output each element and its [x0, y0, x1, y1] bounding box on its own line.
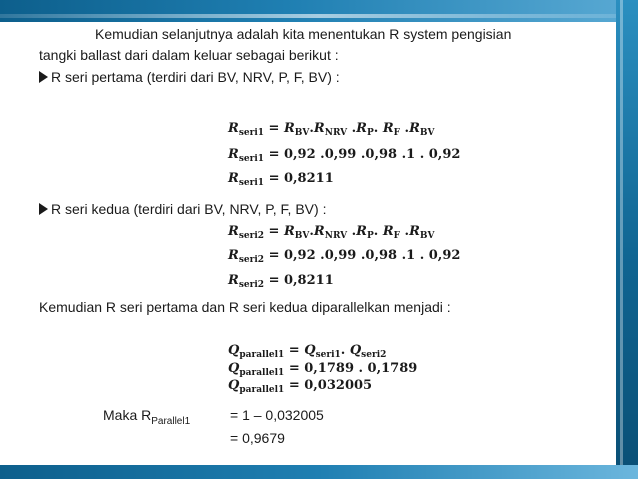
arrow-bullet-icon: [39, 203, 48, 215]
q-equation-2: $Q_{parallel1} = 0,1789$ . 0,1789: [228, 361, 418, 378]
seri1-heading-text: R seri pertama (terdiri dari BV, NRV, P, F, BV) :: [51, 69, 340, 85]
q-eq3-value: = 0,032005: [288, 378, 373, 393]
seri1-eq3-value: = 0,8211: [268, 171, 334, 186]
arrow-bullet-icon: [39, 71, 48, 83]
seri1-heading: [39, 68, 340, 86]
seri2-heading: [39, 200, 326, 218]
parallel-intro: Kemudian R seri pertama dan R seri kedua diparallelkan menjadi :: [39, 299, 451, 315]
maka-label-sub: Parallel1: [151, 416, 191, 427]
seri2-eq3-value: = 0,8211: [268, 273, 334, 288]
intro-line-2: tangki ballast dari dalam keluar sebagai berikut :: [39, 47, 339, 63]
q-equation-3: $Q_{parallel1} = 0,032005$: [228, 378, 373, 395]
seri1-eq2-value: = 0,92 .0,99 .0,98 .1 . 0,92: [268, 147, 461, 162]
maka-label: [103, 406, 190, 431]
seri1-equation-1: $R_{seri1} = R_{BV}.R_{NRV}$ $.R_P$. $R_F$ $.R_{BV}$: [228, 121, 435, 138]
seri2-heading-text: R seri kedua (terdiri dari BV, NRV, P, F, BV) :: [51, 201, 327, 217]
frame-right-band: [616, 0, 638, 479]
seri1-equation-2: $R_{seri1} = 0,92$ .0,99 .0,98 .1 . 0,92: [228, 147, 461, 164]
maka-value-1: = 1 – 0,032005: [230, 407, 324, 423]
seri2-equation-1: $R_{seri2} = R_{BV}.R_{NRV}$ $.R_P$. $R_F$ $.R_{BV}$: [228, 224, 435, 241]
intro-line-1: Kemudian selanjutnya adalah kita menentukan R system pengisian: [95, 26, 512, 42]
maka-label-text: Maka R: [103, 407, 152, 423]
seri2-equation-2: $R_{seri2} = 0,92$ .0,99 .0,98 .1 . 0,92: [228, 248, 461, 265]
seri1-equation-3: $R_{seri1} = 0,8211$: [228, 171, 334, 188]
frame-top-band: [0, 0, 638, 22]
seri2-eq2-value: = 0,92 .0,99 .0,98 .1 . 0,92: [268, 248, 461, 263]
q-equation-1: $Q_{parallel1} = Q_{seri1}$. $Q_{seri2}$: [228, 343, 387, 360]
q-eq2-value: = 0,1789 . 0,1789: [288, 361, 418, 376]
maka-value-2: = 0,9679: [230, 430, 285, 446]
frame-bottom-band: [0, 465, 638, 479]
seri2-equation-3: $R_{seri2} = 0,8211$: [228, 273, 334, 290]
